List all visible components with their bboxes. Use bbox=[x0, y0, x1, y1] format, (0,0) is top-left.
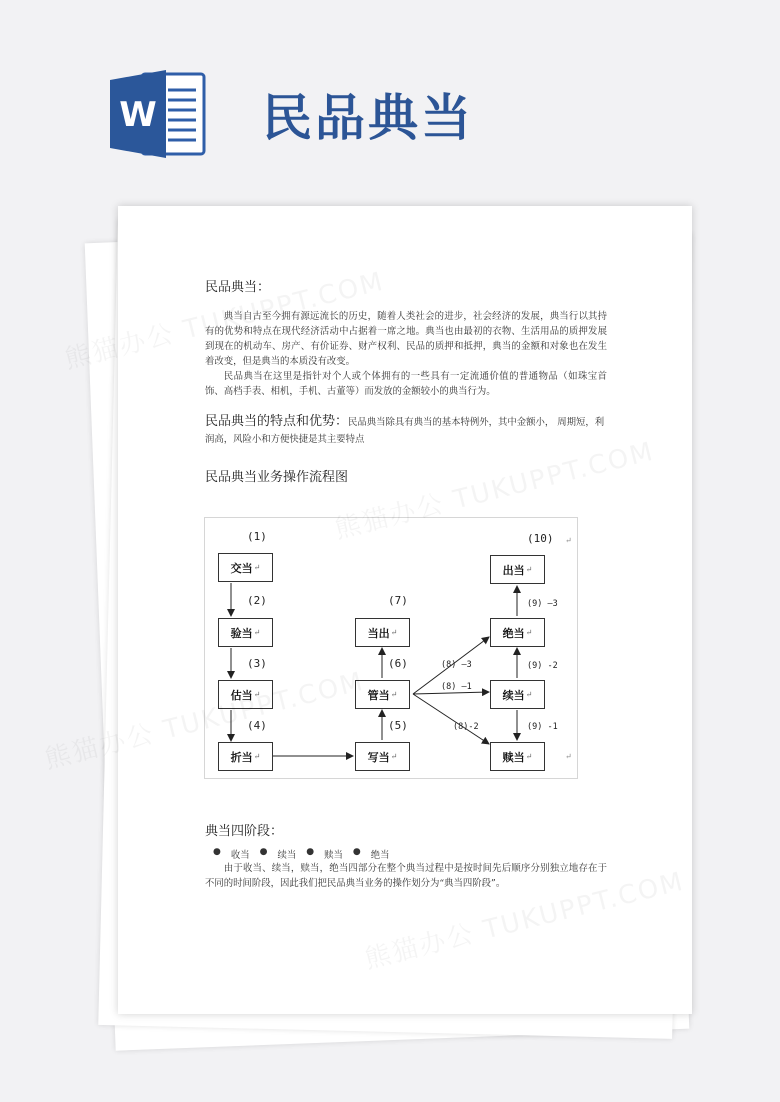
node-chudang: 出当 ↵ bbox=[490, 555, 545, 584]
node-guandang: 管当 ↵ bbox=[355, 680, 410, 709]
edge-label-9-3: (9) —3 bbox=[527, 599, 558, 609]
bullet-icon: ● bbox=[306, 847, 315, 857]
paragraph-history: 典当自古至今拥有源远流长的历史，随着人类社会的进步，社会经济的发展，典当行以其持有的优势和特点在现代经济活动中占据着一席之地。典当也由最初的衣物、生活用品的质押发展到现在的机动车、房产、有价证券、财产权利、民品的质押和抵押，典当的金额和对象也在发生着改变，但是典当的本质没有改变。 bbox=[205, 311, 607, 367]
node-xudang: 续当 ↵ bbox=[490, 680, 545, 709]
node-gudang: 估当 ↵ bbox=[218, 680, 273, 709]
step-label-1: (1) bbox=[247, 530, 267, 543]
list-item: ● 赎当 bbox=[306, 847, 343, 861]
list-item: ● 收当 bbox=[213, 847, 250, 861]
edge-label-8-3: (8) —3 bbox=[441, 660, 472, 670]
node-jiaodang: 交当 ↵ bbox=[218, 553, 273, 582]
node-zhedang: 折当 ↵ bbox=[218, 742, 273, 771]
step-label-10: (10) bbox=[527, 532, 554, 545]
step-label-7: (7) bbox=[388, 594, 408, 607]
paragraph-definition: 民品典当在这里是指针对个人或个体拥有的一些具有一定流通价值的普通物品（如珠宝首饰、高档手表、相机，手机、古董等）而发放的金额较小的典当行为。 bbox=[205, 371, 607, 397]
features-block bbox=[205, 413, 607, 448]
stages-list bbox=[205, 847, 607, 861]
stages-section bbox=[205, 820, 607, 891]
paragraph-mark: ↵ bbox=[565, 536, 572, 545]
arrow-8-1 bbox=[413, 692, 489, 694]
features-text: 民品典当除具有典当的基本特例外，其中金额小， 周期短，利润高，风险小和方便快捷是其主要特点 bbox=[205, 417, 605, 445]
bullet-icon: ● bbox=[213, 847, 221, 857]
section-heading-flowchart: 民品典当业务操作流程图 bbox=[205, 470, 349, 485]
bullet-icon: ● bbox=[352, 847, 361, 857]
section-heading-stages: 典当四阶段： bbox=[205, 824, 284, 839]
edge-label-8-2: (8)-2 bbox=[453, 722, 479, 732]
banner-title: 民品典当 bbox=[262, 89, 474, 147]
list-item: ● 续当 bbox=[259, 847, 297, 861]
step-label-5: (5) bbox=[388, 719, 408, 732]
edge-label-9-1: (9) -1 bbox=[527, 722, 558, 732]
word-icon bbox=[108, 68, 208, 160]
node-yandang: 验当 ↵ bbox=[218, 618, 273, 647]
node-dangchu: 当出 ↵ bbox=[355, 618, 410, 647]
edge-label-8-1: (8) —1 bbox=[441, 682, 472, 692]
edge-label-9-2: (9) -2 bbox=[527, 661, 558, 671]
node-shudang: 赎当 ↵ bbox=[490, 742, 545, 771]
flowchart bbox=[204, 517, 578, 779]
step-label-2: (2) bbox=[247, 594, 267, 607]
svg-text:W: W bbox=[119, 95, 157, 135]
list-item: ● 绝当 bbox=[352, 847, 390, 861]
node-juedang: 绝当 ↵ bbox=[490, 618, 545, 647]
section-heading-intro: 民品典当： bbox=[205, 280, 271, 295]
paragraph-stages: 由于收当、续当，赎当，绝当四部分在整个典当过程中是按时间先后顺序分别独立地存在于不同的时间阶段，因此我们把民品典当业务的操作划分为“典当四阶段”。 bbox=[205, 863, 607, 889]
arrow-8-2 bbox=[413, 694, 489, 744]
paragraph-mark: ↵ bbox=[565, 752, 572, 761]
node-xiedang: 写当 ↵ bbox=[355, 742, 410, 771]
section-heading-features: 民品典当的特点和优势： bbox=[205, 414, 349, 429]
step-label-3: (3) bbox=[247, 657, 267, 670]
step-label-4: (4) bbox=[247, 719, 267, 732]
step-label-6: (6) bbox=[388, 657, 408, 670]
bullet-icon: ● bbox=[259, 847, 268, 857]
